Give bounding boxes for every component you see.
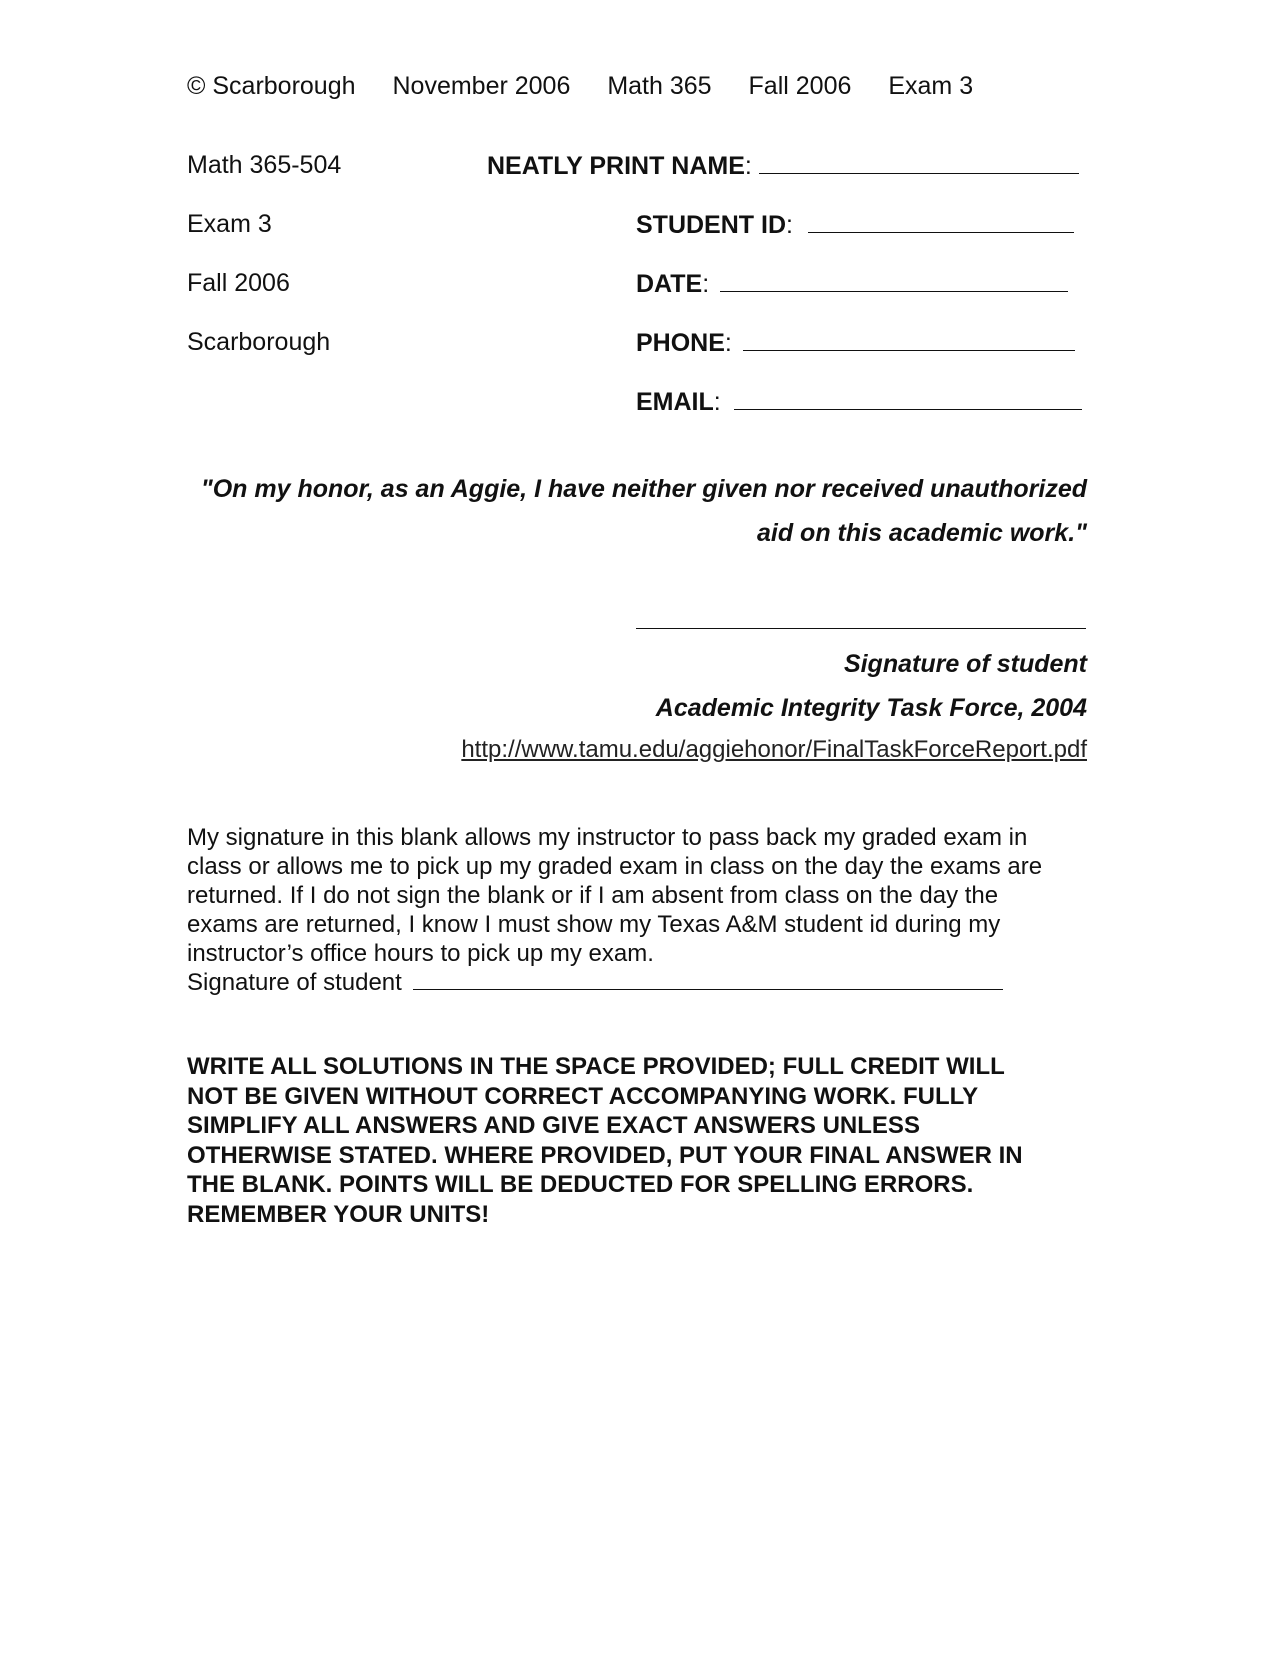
name-field[interactable]: NEATLY PRINT NAME:: [487, 151, 1079, 181]
header-course: Math 365: [607, 72, 712, 100]
student-id-label: STUDENT ID: [636, 211, 786, 239]
name-label: NEATLY PRINT NAME: [487, 152, 745, 180]
instruction-line: SIMPLIFY ALL ANSWERS AND GIVE EXACT ANSWERS UNLESS: [187, 1112, 920, 1139]
release-signature-blank[interactable]: [413, 969, 1003, 990]
instruction-line: NOT BE GIVEN WITHOUT CORRECT ACCOMPANYING WORK. FULLY: [187, 1082, 979, 1110]
date-field[interactable]: DATE:: [636, 269, 1068, 299]
phone-field[interactable]: PHONE:: [636, 328, 1075, 358]
header-date: November 2006: [392, 72, 571, 100]
honor-pledge-line-2: aid on this academic work.": [756, 519, 1087, 547]
info-section: Math 365-504: [187, 151, 342, 179]
instruction-line: WRITE ALL SOLUTIONS IN THE SPACE PROVIDED; FULL CREDIT WILL: [187, 1053, 1005, 1080]
date-blank[interactable]: [720, 269, 1068, 292]
instruction-line: OTHERWISE STATED. WHERE PROVIDED, PUT YOUR FINAL ANSWER IN: [187, 1141, 1023, 1169]
page-header: [187, 72, 1003, 101]
release-line: class or allows me to pick up my graded exam in class on the day the exams are: [187, 853, 1043, 880]
instruction-line: REMEMBER YOUR UNITS!: [187, 1200, 490, 1228]
email-blank[interactable]: [734, 387, 1082, 410]
phone-blank[interactable]: [743, 328, 1075, 351]
student-id-blank[interactable]: [808, 210, 1074, 233]
honor-pledge-line-1: "On my honor, as an Aggie, I have neither given nor received unauthorized: [200, 475, 1087, 503]
release-line: instructor’s office hours to pick up my exam.: [187, 940, 654, 967]
release-line: My signature in this blank allows my instructor to pass back my graded exam in: [187, 824, 1028, 851]
info-instructor: Scarborough: [187, 328, 331, 356]
honor-source: Academic Integrity Task Force, 2004: [655, 694, 1087, 722]
release-line: exams are returned, I know I must show my Texas A&M student id during my: [187, 911, 1001, 938]
student-id-field[interactable]: STUDENT ID:: [636, 210, 1074, 240]
header-term: Fall 2006: [748, 72, 852, 100]
email-label: EMAIL: [636, 388, 714, 416]
honor-signature-blank[interactable]: [636, 628, 1086, 629]
honor-signature-label: Signature of student: [843, 650, 1087, 678]
release-signature-label: Signature of student: [187, 969, 402, 996]
header-copyright: © Scarborough: [187, 72, 356, 100]
date-label: DATE: [636, 270, 703, 298]
instruction-line: THE BLANK. POINTS WILL BE DEDUCTED FOR SPELLING ERRORS.: [187, 1171, 974, 1198]
release-signature-row: [187, 968, 1087, 997]
info-term: Fall 2006: [187, 269, 290, 297]
name-blank[interactable]: [759, 151, 1079, 174]
release-line: returned. If I do not sign the blank or if I am absent from class on the day the: [187, 882, 999, 909]
release-paragraph: [187, 823, 1087, 997]
email-field[interactable]: EMAIL:: [636, 387, 1082, 417]
info-exam: Exam 3: [187, 210, 272, 238]
exam-instructions: [187, 1052, 1087, 1229]
honor-report-link[interactable]: http://www.tamu.edu/aggiehonor/FinalTaskForceReport.pdf: [461, 736, 1087, 763]
phone-label: PHONE: [636, 329, 725, 357]
header-exam: Exam 3: [888, 72, 974, 100]
